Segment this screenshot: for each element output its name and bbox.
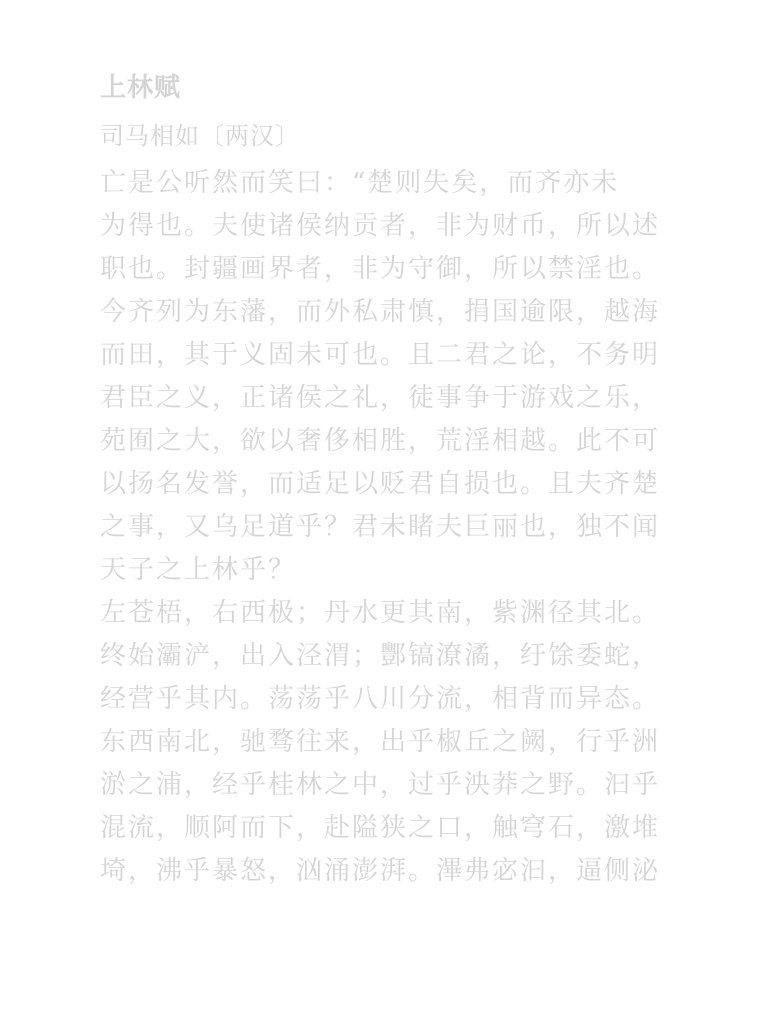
text-line: 天子之上林乎？ <box>100 555 297 585</box>
text-line: 亡是公听然而笑曰：“楚则失矣，而齐亦未 <box>100 168 620 198</box>
text-line: 终始灞浐，出入泾渭；酆镐潦潏，纡馀委蛇， <box>100 641 661 671</box>
text-line: 之事，又乌足道乎？君未睹夫巨丽也，独不闻 <box>100 512 661 542</box>
paragraph-2 <box>100 592 700 893</box>
text-line: 职也。封疆画界者，非为守御，所以禁淫也。 <box>100 254 661 284</box>
text-line: 今齐列为东藩，而外私肃慎，捐国逾限，越海 <box>100 297 661 327</box>
paragraph-1 <box>100 162 700 592</box>
author-byline: 司马相如〔两汉〕 <box>100 122 300 150</box>
text-line: 东西南北，驰骛往来，出乎椒丘之阙，行乎洲 <box>100 727 661 757</box>
text-line: 苑囿之大，欲以奢侈相胜，荒淫相越。此不可 <box>100 426 661 456</box>
text-line: 经营乎其内。荡荡乎八川分流，相背而异态。 <box>100 684 661 714</box>
text-line: 左苍梧，右西极；丹水更其南，紫渊径其北。 <box>100 598 661 628</box>
text-line: 淤之浦，经乎桂林之中，过乎泱莽之野。汩乎 <box>100 770 661 800</box>
text-line: 以扬名发誉，而适足以贬君自损也。且夫齐楚 <box>100 469 661 499</box>
text-line: 埼，沸乎暴怒，汹涌澎湃。滭弗宓汩，逼侧泌 <box>100 856 661 886</box>
text-line: 混流，顺阿而下，赴隘狭之口，触穹石，激堆 <box>100 813 661 843</box>
poem-title: 上林赋 <box>100 73 182 103</box>
text-line: 而田，其于义固未可也。且二君之论，不务明 <box>100 340 661 370</box>
text-line: 为得也。夫使诸侯纳贡者，非为财币，所以述 <box>100 211 661 241</box>
document-page <box>100 68 700 893</box>
text-line: 君臣之义，正诸侯之礼，徒事争于游戏之乐， <box>100 383 661 413</box>
